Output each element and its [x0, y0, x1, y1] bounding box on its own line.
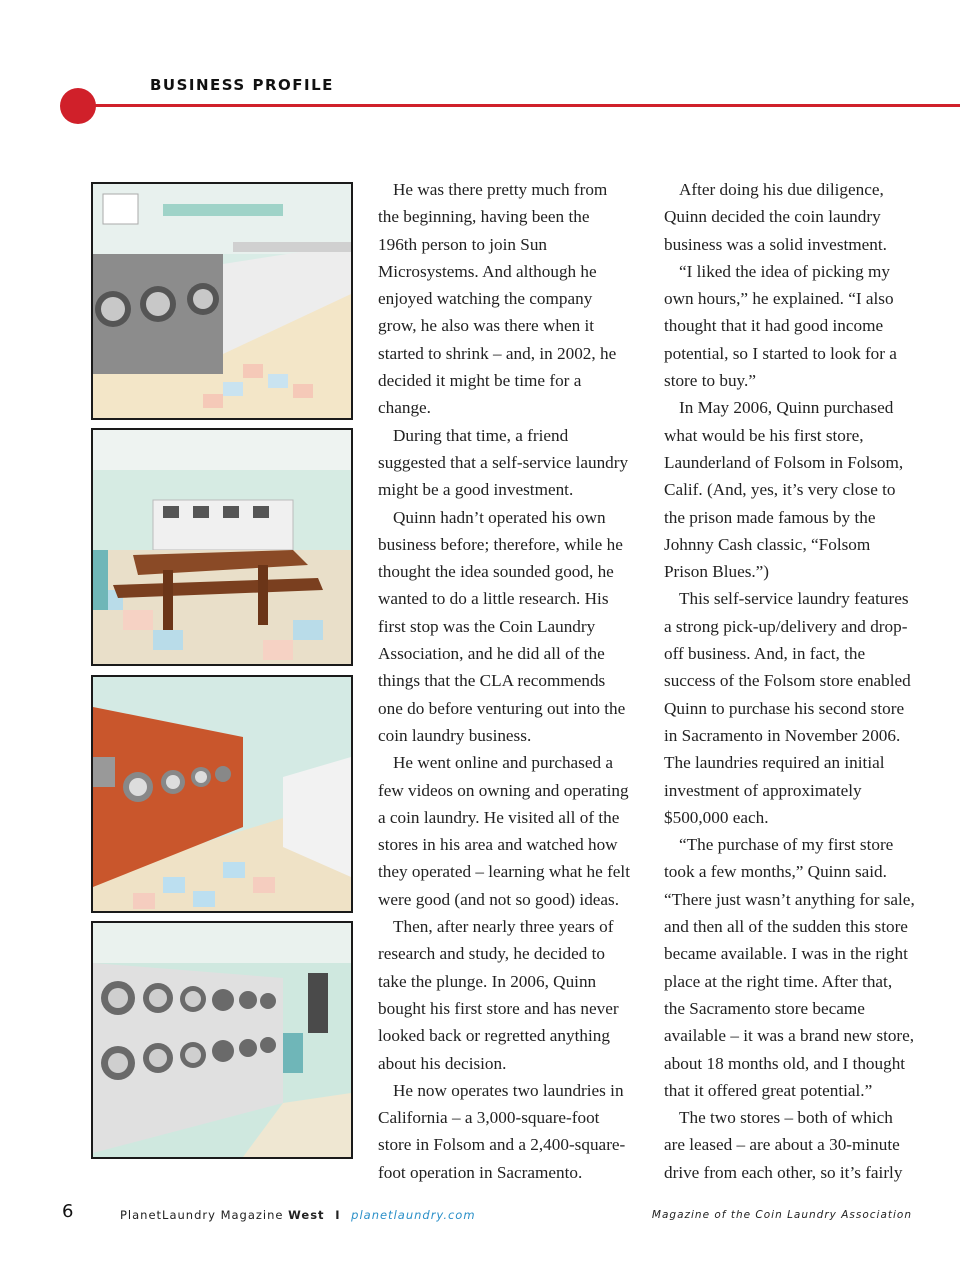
- footer-magazine: [120, 1208, 476, 1222]
- paragraph: The two stores – both of which are leased – are about a 30-minute drive from each other, so it’s fairly: [664, 1108, 903, 1182]
- paragraph: Quinn hadn’t operated his own business before; therefore, while he thought the idea sounded good, he wanted to do a little research. His first stop was the Coin Laundry Association, and he did all of the things that the CLA recommends one do before venturing out into the coin laundry business.: [378, 507, 626, 745]
- header-red-rule: [78, 104, 960, 107]
- section-title: BUSINESS PROFILE: [150, 76, 334, 94]
- photo-picnic-table: [91, 428, 353, 666]
- paragraph: “I liked the idea of picking my own hours,” he explained. “I also thought that it had good income potential, so I started to look for a store to buy.”: [664, 261, 897, 391]
- magazine-edition: West: [288, 1208, 325, 1222]
- paragraph: During that time, a friend suggested that a self-service laundry might be a good investment.: [378, 425, 629, 500]
- photo-stacked-dryers: [91, 921, 353, 1159]
- photo-washers-row: [91, 182, 353, 420]
- paragraph: He now operates two laundries in California – a 3,000-square-foot store in Folsom and a 2,400-square-foot operation in Sacramento.: [378, 1080, 626, 1182]
- paragraph: After doing his due diligence, Quinn decided the coin laundry business was a solid investment.: [664, 180, 887, 254]
- article-column-1: [378, 176, 630, 1186]
- footer-tagline: Magazine of the Coin Laundry Association: [651, 1209, 912, 1221]
- article-column-2: [664, 176, 916, 1186]
- photo-orange-dryers: [91, 675, 353, 913]
- paragraph: “The purchase of my first store took a few months,” Quinn said. “There just wasn’t anything for sale, and then all of the sudden this store became available. I was in the right place at the right time. After that, the Sacramento store became available – it was a brand new store, about 18 months old, and I thought that it offered great potential.”: [664, 835, 915, 1100]
- magazine-name: PlanetLaundry Magazine: [120, 1208, 284, 1222]
- paragraph: In May 2006, Quinn purchased what would be his first store, Launderland of Folsom in Folsom, Calif. (And, yes, it’s very close to the prison made famous by the Johnny Cash classic, “Folsom Prison Blues.”): [664, 398, 904, 582]
- paragraph: Then, after nearly three years of research and study, he decided to take the plunge. In 2006, Quinn bought his first store and has never looked back or regretted anything about his decision.: [378, 917, 619, 1073]
- paragraph: This self-service laundry features a strong pick-up/delivery and drop-off business. And, in fact, the success of the Folsom store enabled Quinn to purchase his second store in Sacramento in November 2006. The laundries required an initial investment of approximately $500,000 each.: [664, 589, 911, 827]
- paragraph: He went online and purchased a few videos on owning and operating a coin laundry. He visited all of the stores in his area and watched how they operated – learning what he felt were good (and not so good) ideas.: [378, 753, 630, 909]
- paragraph: He was there pretty much from the beginning, having been the 196th person to join Sun Microsystems. And although he enjoyed watching the company grow, he also was there when it started to shrink – and, in 2002, he decided it might be time for a change.: [378, 180, 617, 418]
- footer-separator: I: [335, 1208, 341, 1222]
- page-number: 6: [62, 1201, 74, 1222]
- website-link[interactable]: planetlaundry.com: [351, 1208, 476, 1222]
